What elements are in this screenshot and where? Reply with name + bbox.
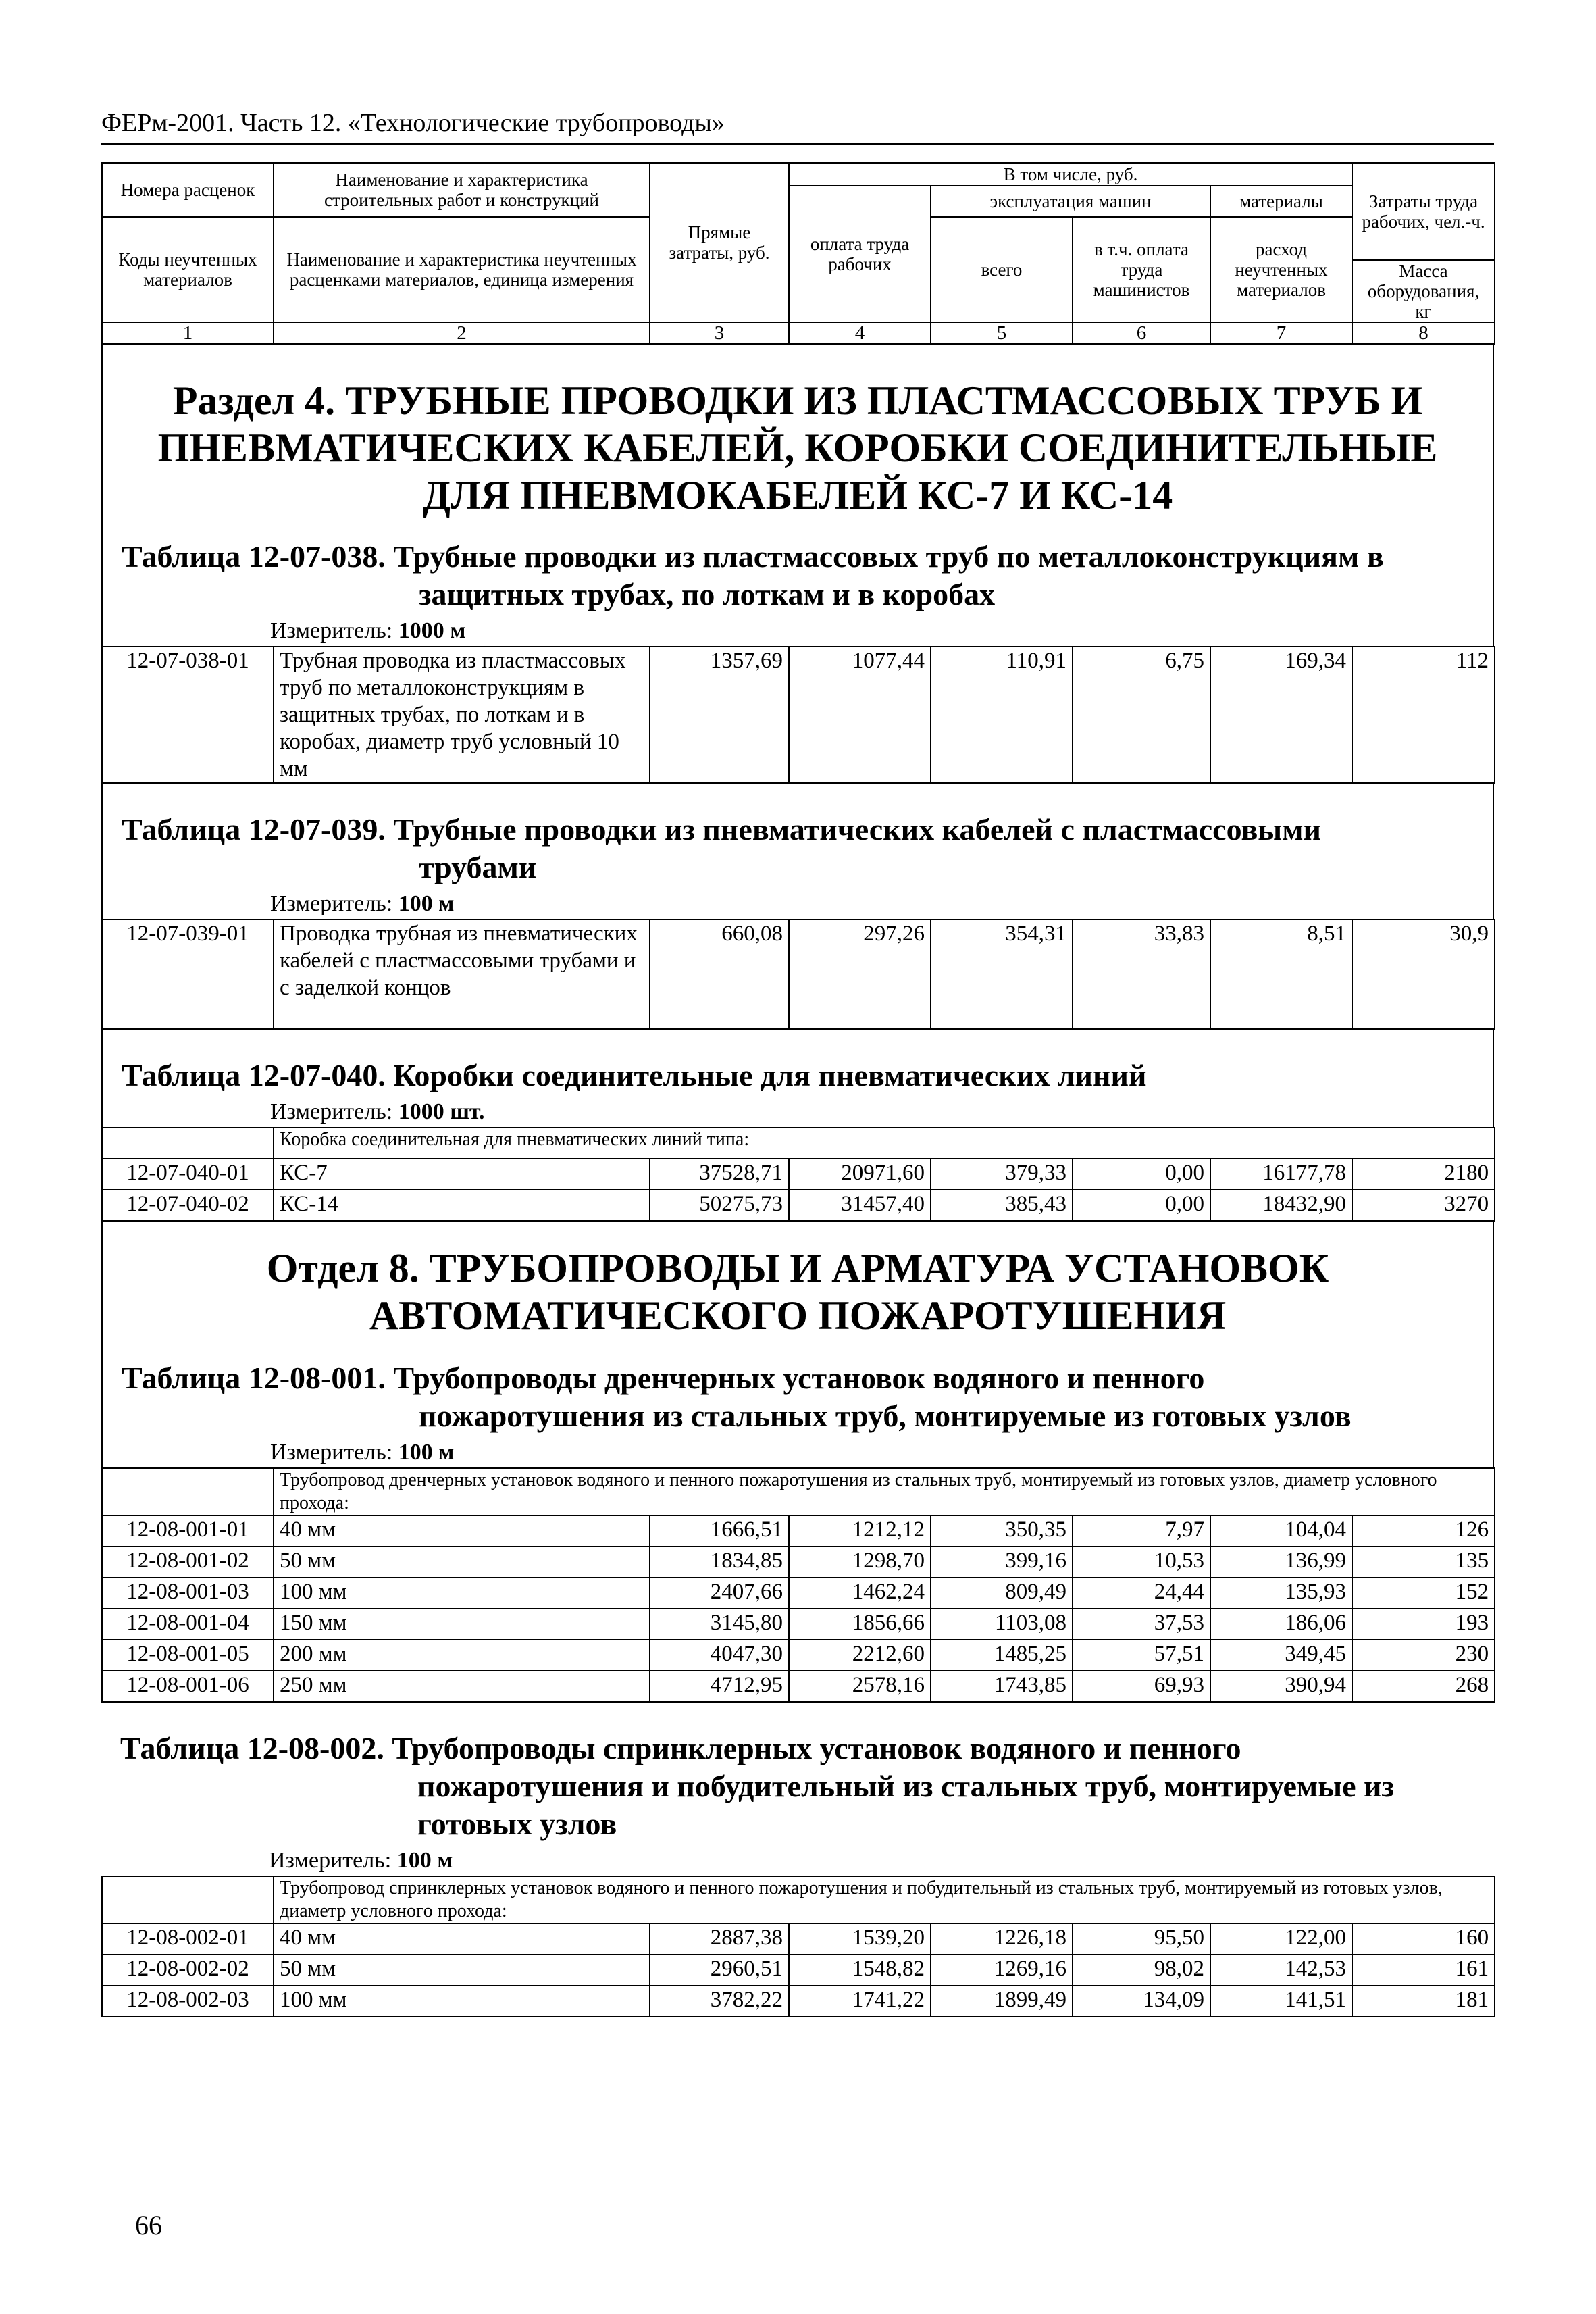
machines-header: эксплуатация машин (931, 186, 1210, 217)
table-12-07-038 (101, 646, 1495, 784)
row-v5: 809,49 (931, 1578, 1073, 1609)
table-label: Таблица 12-08-002. (120, 1731, 384, 1765)
row-v3: 50275,73 (650, 1190, 789, 1221)
table-12-08-001 (101, 1467, 1495, 1703)
table-12-07-040 (101, 1127, 1495, 1222)
row-code: 12-08-002-02 (102, 1955, 274, 1986)
meter (103, 1097, 1493, 1127)
row-v8: 268 (1352, 1671, 1495, 1702)
row-code: 12-07-039-01 (102, 920, 274, 1029)
row-v4: 1212,12 (789, 1515, 931, 1546)
table-row (102, 1955, 1495, 1986)
row-v7: 142,53 (1210, 1955, 1352, 1986)
row-v7: 169,34 (1210, 647, 1352, 783)
meter-value: 100 м (398, 1440, 455, 1465)
table-row (102, 1671, 1495, 1702)
materials-header: материалы (1210, 186, 1352, 217)
row-v6: 0,00 (1073, 1190, 1210, 1221)
row-v5: 1103,08 (931, 1609, 1073, 1640)
meter-label: Измеритель: (270, 891, 393, 916)
table-title (103, 811, 1493, 886)
table-row (102, 1515, 1495, 1546)
col4-header: оплата труда рабочих (789, 186, 931, 322)
row-v7: 186,06 (1210, 1609, 1352, 1640)
col3-header: Прямые затраты, руб. (650, 163, 789, 322)
meter (103, 616, 1493, 646)
table-row (102, 1159, 1495, 1190)
row-v3: 3145,80 (650, 1609, 789, 1640)
row-desc: Трубная проводка из пластмассовых труб по металлоконструкциям в защитных трубах, по лоткам и в коробах, диаметр труб условный 10 мм (274, 647, 650, 783)
meter-label: Измеритель: (269, 1848, 392, 1873)
row-desc: КС-7 (274, 1159, 650, 1190)
row-v6: 57,51 (1073, 1640, 1210, 1671)
row-v3: 3782,22 (650, 1986, 789, 2017)
meter-value: 1000 м (398, 618, 466, 643)
table-title-line: защитных трубах, по лоткам и в коробах (419, 577, 996, 611)
table-title-line: пожаротушения из стальных труб, монтируемые из готовых узлов (419, 1399, 1352, 1433)
row-v3: 1357,69 (650, 647, 789, 783)
table-row (102, 1609, 1495, 1640)
col1-bottom-header: Коды неучтенных материалов (102, 217, 274, 322)
row-v3: 1834,85 (650, 1546, 789, 1578)
row-v5: 1743,85 (931, 1671, 1073, 1702)
row-v4: 31457,40 (789, 1190, 931, 1221)
table-title-line: Трубные проводки из пневматических кабелей с пластмассовыми (393, 812, 1322, 847)
row-v6: 6,75 (1073, 647, 1210, 783)
page-header: ФЕРм-2001. Часть 12. «Технологические трубопроводы» (101, 109, 725, 137)
row-v8: 181 (1352, 1986, 1495, 2017)
row-v5: 354,31 (931, 920, 1073, 1029)
col-number: 6 (1073, 322, 1210, 344)
meter-label: Измеритель: (270, 1099, 393, 1124)
table-title (103, 1359, 1493, 1435)
row-v6: 33,83 (1073, 920, 1210, 1029)
meter-label: Измеритель: (270, 618, 393, 643)
table-row (102, 1923, 1495, 1955)
row-v4: 1856,66 (789, 1609, 931, 1640)
row-desc: Проводка трубная из пневматических кабелей с пластмассовыми трубами и с заделкой концов (274, 920, 650, 1029)
row-desc: 40 мм (274, 1515, 650, 1546)
group-row (102, 1468, 1495, 1515)
row-desc: 100 мм (274, 1578, 650, 1609)
section-title: Отдел 8. ТРУБОПРОВОДЫ И АРМАТУРА УСТАНОВОК АВТОМАТИЧЕСКОГО ПОЖАРОТУШЕНИЯ (266, 1246, 1329, 1338)
row-v7: 141,51 (1210, 1986, 1352, 2017)
row-v7: 136,99 (1210, 1546, 1352, 1578)
row-v6: 7,97 (1073, 1515, 1210, 1546)
row-code: 12-08-001-05 (102, 1640, 274, 1671)
meter (101, 1846, 1494, 1876)
row-v6: 10,53 (1073, 1546, 1210, 1578)
row-v7: 16177,78 (1210, 1159, 1352, 1190)
row-code: 12-08-002-01 (102, 1923, 274, 1955)
row-v5: 1899,49 (931, 1986, 1073, 2017)
table-block-8002 (101, 1703, 1494, 1876)
table-row (102, 1640, 1495, 1671)
table-row (102, 1190, 1495, 1221)
table-block-039 (101, 784, 1494, 919)
row-v4: 2212,60 (789, 1640, 931, 1671)
row-code: 12-08-001-06 (102, 1671, 274, 1702)
meter-value: 100 м (398, 891, 455, 916)
row-code: 12-08-001-02 (102, 1546, 274, 1578)
meter-label: Измеритель: (270, 1440, 393, 1465)
row-v4: 1539,20 (789, 1923, 931, 1955)
row-v8: 152 (1352, 1578, 1495, 1609)
group-label: Трубопровод спринклерных установок водяного и пенного пожаротушения и побудительный из стальных труб, монтируемый из готовых узлов, диаметр условного прохода: (274, 1876, 1495, 1923)
row-v6: 95,50 (1073, 1923, 1210, 1955)
row-desc: 100 мм (274, 1986, 650, 2017)
section-title: Раздел 4. ТРУБНЫЕ ПРОВОДКИ ИЗ ПЛАСТМАССОВЫХ ТРУБ И ПНЕВМАТИЧЕСКИХ КАБЕЛЕЙ, КОРОБКИ СОЕДИНИТЕЛЬНЫЕ ДЛЯ ПНЕВМОКАБЕЛЕЙ КС-7 И КС-14 (157, 378, 1438, 518)
table-12-08-002 (101, 1876, 1495, 2017)
table-label: Таблица 12-07-039. (122, 812, 386, 847)
col-number: 7 (1210, 322, 1352, 344)
table-label: Таблица 12-07-038. (122, 539, 386, 574)
row-v7: 122,00 (1210, 1923, 1352, 1955)
row-v4: 297,26 (789, 920, 931, 1029)
table-title-line: Коробки соединительные для пневматических линий (393, 1058, 1147, 1092)
table-row (102, 1986, 1495, 2017)
group-label: Трубопровод дренчерных установок водяного и пенного пожаротушения из стальных труб, монтируемый из готовых узлов, диаметр условного прохода: (274, 1468, 1495, 1515)
row-v5: 399,16 (931, 1546, 1073, 1578)
row-v8: 3270 (1352, 1190, 1495, 1221)
row-v8: 135 (1352, 1546, 1495, 1578)
row-v4: 1741,22 (789, 1986, 931, 2017)
group-row (102, 1876, 1495, 1923)
table-label: Таблица 12-07-040. (122, 1058, 386, 1092)
row-desc: 250 мм (274, 1671, 650, 1702)
row-v8: 160 (1352, 1923, 1495, 1955)
row-code: 12-08-001-01 (102, 1515, 274, 1546)
row-desc: КС-14 (274, 1190, 650, 1221)
meter (103, 1438, 1493, 1467)
row-desc: 50 мм (274, 1955, 650, 1986)
col5-header: всего (931, 217, 1073, 322)
table-title-line: готовых узлов (417, 1807, 617, 1841)
table-label: Таблица 12-08-001. (122, 1361, 386, 1395)
table-title-line: Трубопроводы спринклерных установок водяного и пенного (392, 1731, 1241, 1765)
row-desc: 50 мм (274, 1546, 650, 1578)
row-v5: 350,35 (931, 1515, 1073, 1546)
row-v8: 193 (1352, 1609, 1495, 1640)
table-title (101, 1730, 1494, 1843)
incl-header: В том числе, руб. (789, 163, 1352, 186)
row-v3: 4712,95 (650, 1671, 789, 1702)
row-v4: 1548,82 (789, 1955, 931, 1986)
table-title-line: Трубопроводы дренчерных установок водяного и пенного (393, 1361, 1205, 1395)
row-desc: 200 мм (274, 1640, 650, 1671)
row-code: 12-08-001-04 (102, 1609, 274, 1640)
row-v5: 379,33 (931, 1159, 1073, 1190)
row-code: 12-08-001-03 (102, 1578, 274, 1609)
col6-header: в т.ч. оплата труда машинистов (1073, 217, 1210, 322)
row-v3: 2407,66 (650, 1578, 789, 1609)
col8-top-header: Затраты труда рабочих, чел.-ч. (1352, 163, 1495, 260)
table-row (102, 920, 1495, 1029)
table-row (102, 1546, 1495, 1578)
col8-bottom-header: Масса оборудования, кг (1352, 260, 1495, 322)
row-v3: 1666,51 (650, 1515, 789, 1546)
meter-value: 1000 шт. (398, 1099, 485, 1124)
row-v7: 8,51 (1210, 920, 1352, 1029)
col2-bottom-header: Наименование и характеристика неучтенных расценками материалов, единица измерения (274, 217, 650, 322)
row-v7: 18432,90 (1210, 1190, 1352, 1221)
row-v5: 1226,18 (931, 1923, 1073, 1955)
col-number: 1 (102, 322, 274, 344)
row-code: 12-07-038-01 (102, 647, 274, 783)
col-number: 4 (789, 322, 931, 344)
page-number: 66 (135, 2210, 162, 2240)
row-desc: 150 мм (274, 1609, 650, 1640)
table-row (102, 1578, 1495, 1609)
row-v3: 37528,71 (650, 1159, 789, 1190)
table-title-line: пожаротушения и побудительный из стальных труб, монтируемые из (417, 1769, 1395, 1803)
row-code: 12-08-002-03 (102, 1986, 274, 2017)
col-number: 2 (274, 322, 650, 344)
row-v3: 2960,51 (650, 1955, 789, 1986)
row-desc: 40 мм (274, 1923, 650, 1955)
table-row (102, 647, 1495, 783)
row-v4: 2578,16 (789, 1671, 931, 1702)
col7-header: расход неучтенных материалов (1210, 217, 1352, 322)
row-v4: 1077,44 (789, 647, 931, 783)
row-v6: 0,00 (1073, 1159, 1210, 1190)
row-v7: 135,93 (1210, 1578, 1352, 1609)
row-v3: 4047,30 (650, 1640, 789, 1671)
row-v6: 24,44 (1073, 1578, 1210, 1609)
meter-value: 100 м (396, 1848, 453, 1873)
row-v6: 98,02 (1073, 1955, 1210, 1986)
col1-top-header: Номера расценок (102, 163, 274, 217)
row-v6: 134,09 (1073, 1986, 1210, 2017)
column-header-table (101, 162, 1495, 345)
group-row (102, 1128, 1495, 1159)
row-v4: 1462,24 (789, 1578, 931, 1609)
table-12-07-039 (101, 919, 1495, 1030)
col-number: 8 (1352, 322, 1495, 344)
row-v3: 660,08 (650, 920, 789, 1029)
row-v7: 390,94 (1210, 1671, 1352, 1702)
document-frame (101, 162, 1494, 2017)
row-v5: 110,91 (931, 647, 1073, 783)
header-rule (101, 143, 1494, 145)
group-label: Коробка соединительная для пневматических линий типа: (274, 1128, 1495, 1159)
table-title-line: трубами (419, 850, 537, 884)
row-code: 12-07-040-01 (102, 1159, 274, 1190)
table-block-040 (101, 1030, 1494, 1127)
row-v7: 349,45 (1210, 1640, 1352, 1671)
row-v8: 230 (1352, 1640, 1495, 1671)
table-title (103, 1057, 1493, 1095)
row-v5: 1485,25 (931, 1640, 1073, 1671)
row-v8: 161 (1352, 1955, 1495, 1986)
table-title-line: Трубные проводки из пластмассовых труб по металлоконструкциям в (393, 539, 1384, 574)
row-v3: 2887,38 (650, 1923, 789, 1955)
row-v5: 1269,16 (931, 1955, 1073, 1986)
row-v8: 2180 (1352, 1159, 1495, 1190)
section-8 (101, 1222, 1494, 1467)
section-4 (101, 345, 1494, 646)
row-v7: 104,04 (1210, 1515, 1352, 1546)
row-v8: 30,9 (1352, 920, 1495, 1029)
row-code: 12-07-040-02 (102, 1190, 274, 1221)
row-v8: 126 (1352, 1515, 1495, 1546)
row-v6: 69,93 (1073, 1671, 1210, 1702)
col2-top-header: Наименование и характеристика строительных работ и конструкций (274, 163, 650, 217)
row-v4: 1298,70 (789, 1546, 931, 1578)
row-v4: 20971,60 (789, 1159, 931, 1190)
meter (103, 889, 1493, 919)
row-v8: 112 (1352, 647, 1495, 783)
table-title (103, 538, 1493, 613)
col-number: 5 (931, 322, 1073, 344)
row-v5: 385,43 (931, 1190, 1073, 1221)
col-number: 3 (650, 322, 789, 344)
row-v6: 37,53 (1073, 1609, 1210, 1640)
